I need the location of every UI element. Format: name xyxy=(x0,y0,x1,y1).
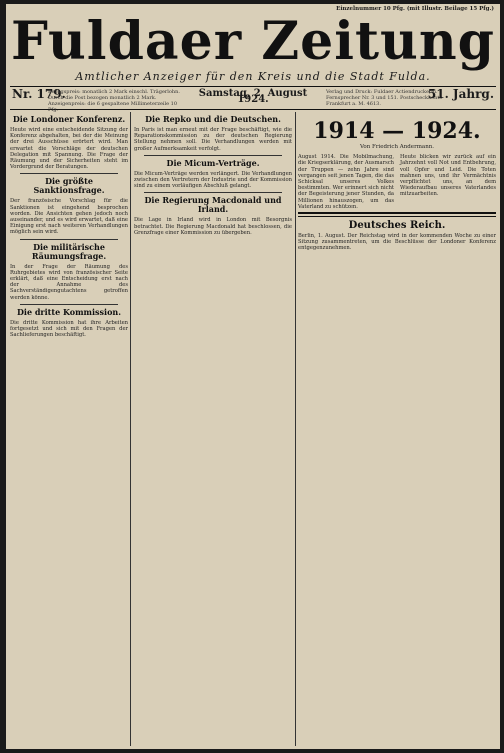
headline-londoner-konferenz: Die Londoner Konferenz. xyxy=(12,114,126,124)
feature-title: 1914 — 1924. xyxy=(313,118,481,144)
divider xyxy=(144,155,282,156)
column-rule xyxy=(295,112,296,746)
masthead-title: Fuldaer Zeitung xyxy=(11,11,495,72)
headline-repko: Die Repko und die Deutschen. xyxy=(145,114,281,124)
divider xyxy=(144,192,282,193)
article-text: Die dritte Kommission hat ihre Arbeiten fortgesetzt und sich mit den Fragen der Sachlieferungen beschäftigt. xyxy=(10,319,128,339)
volume-number: 51. Jahrg. xyxy=(427,87,494,101)
feature-text-left: August 1914. Die Mobilmachung, die Kriegserklärung, der Ausmarsch der Truppen — zehn Jahre sind vergangen seit jenen Tagen, die das Schicksal unseres Volkes bestimmten. Wer erinnert sich nicht der Begeisterung jener Stunden, da Millionen hinauszogen, um das Vaterland zu schützen. xyxy=(298,154,394,210)
article-text: In Paris ist man erneut mit der Frage beschäftigt, wie die Reparationskommission zu der deutschen Regierung Stellung nehmen soll. Die Verhandlungen werden mit großer Aufmerksamkeit verfolgt. xyxy=(134,127,292,152)
headline-macdonald-irland: Die Regierung Macdonald und Irland. xyxy=(144,195,282,215)
article-text: Die Lage in Irland wird in London mit Besorgnis betrachtet. Die Regierung Macdonald hat beschlossen, die Grenzfrage einer Kommission zu übergeben. xyxy=(134,217,292,236)
publisher-info: Verlag und Druck: Fuldaer Actiendruckerei. Fernsprecher Nr. 3 und 151. Postscheckkonto Frankfurt a. M. 4613. xyxy=(326,89,443,107)
issue-date: Samstag, 2. August 1924. xyxy=(198,88,308,105)
subscription-info: Bezugspreis: monatlich 2 Mark einschl. Trägerlohn. Durch die Post bezogen monatlich 2 Mark. Anzeigenpreis: die 6 gespaltene Millimeterzeile 10 Pfg. xyxy=(48,89,180,113)
masthead-subtitle: Amtlicher Anzeiger für den Kreis und die Stadt Fulda. xyxy=(75,70,431,83)
divider xyxy=(20,173,118,174)
feature-byline: Von Friedrich Andermann. xyxy=(359,144,435,150)
article-text: Heute wird eine entscheidende Sitzung der Konferenz abgehalten, bei der die Meinung der drei Ausschüsse erörtert wird. Man erwartet die Vorschläge der deutschen Delegation mit Spannung. Die Frage der Räumung und der Sicherheiten steht im Vordergrund der Beratungen. xyxy=(10,127,128,171)
newspaper-page xyxy=(6,4,500,749)
article-text: Berlin, 1. August. Der Reichstag wird in der kommenden Woche zu einer Sitzung zusammentreten, um die Beschlüsse der Londoner Konferenz entgegenzunehmen. xyxy=(298,233,496,252)
divider xyxy=(20,304,118,305)
column-2 xyxy=(134,112,292,746)
column-rule xyxy=(130,112,131,746)
headline-micum-vertraege: Die Micum-Verträge. xyxy=(166,157,260,168)
headline-raeumungsfrage: Die militärische Räumungsfrage. xyxy=(31,241,107,261)
article-text: In der Frage der Räumung des Ruhrgebietes wird von französischer Seite erklärt, daß eine Entscheidung erst nach der Annahme des Sachverständigengutachtens getroffen werden könne. xyxy=(10,263,128,301)
feature-text-right: Heute blicken wir zurück auf ein Jahrzehnt voll Not und Entbehrung, voll Opfer und Leid. Die Toten mahnen uns, und ihr Vermächtnis verpflichtet uns, an dem Wiederaufbau unseres Vaterlandes mitzuarbeiten. xyxy=(400,154,496,198)
info-bar xyxy=(10,86,496,113)
article-text: Die Micum-Verträge werden verlängert. Die Verhandlungen zwischen den Vertretern der Industrie und der Kommission sind zu einem vorläufigen Abschluß gelangt. xyxy=(134,170,292,190)
issue-number: Nr. 179. xyxy=(12,87,66,101)
feature-body xyxy=(298,154,496,210)
price-note: Einzelnummer 10 Pfg. (mit Illustr. Beilage 15 Pfg.) xyxy=(336,6,494,12)
divider xyxy=(20,239,118,240)
headline-deutsches-reich: Deutsches Reich. xyxy=(348,220,446,232)
column-3 xyxy=(298,112,496,746)
column-1 xyxy=(10,112,128,746)
divider xyxy=(298,212,496,217)
article-text: Der französische Vorschlag für die Sanktionen ist eingehend besprochen worden. Die Ansichten gehen jedoch noch auseinander, und es wird erwartet, daß eine Einigung erst nach weiteren Verhandlungen möglich sein wird. xyxy=(10,198,128,236)
headline-sanktionsfrage: Die größte Sanktionsfrage. xyxy=(33,176,105,196)
headline-dritte-kommission: Die dritte Kommission. xyxy=(16,306,122,317)
